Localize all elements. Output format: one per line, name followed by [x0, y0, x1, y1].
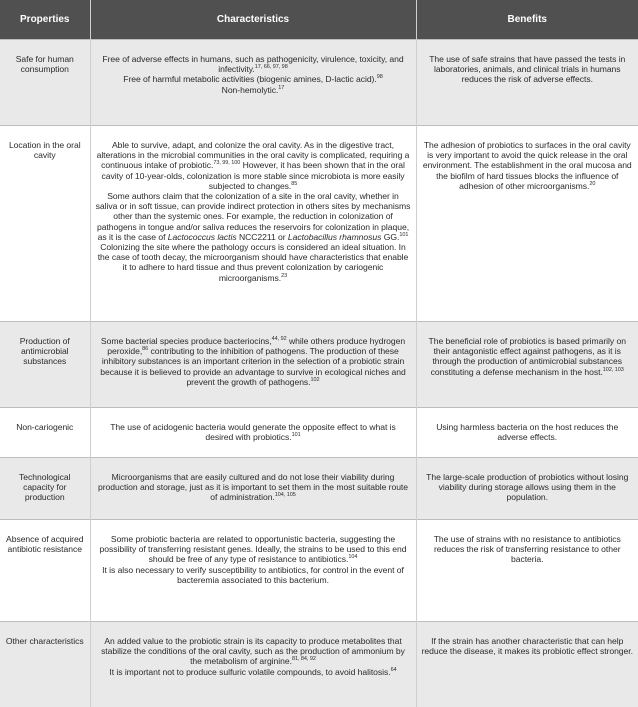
characteristics-cell: The use of acidogenic bacteria would generate the opposite effect to what is desired with probiotics.$^{101}$	[90, 408, 416, 458]
table-row	[0, 458, 638, 520]
table-row	[0, 40, 638, 126]
benefits-cell: The use of strains with no resistance to antibiotics reduces the risk of transferring resistance to other bacteria.	[416, 520, 638, 622]
characteristics-cell: Some probiotic bacteria are related to opportunistic bacteria, suggesting the possibility of transferring resistant genes. Ideally, the strains to be used to this end should be free of any type of resistance to antibiotics.$^{104}$ It is also necessary to verify susceptibility to antibiotics, for control in the event of bacteremia associated to this bacterium.	[90, 520, 416, 622]
property-cell: Absence of acquired antibiotic resistance	[0, 520, 90, 622]
benefits-cell: The use of safe strains that have passed the tests in laboratories, animals, and clinical trials in humans reduces the risk of adverse effects.	[416, 40, 638, 126]
property-cell: Safe for human consumption	[0, 40, 90, 126]
benefits-cell: Using harmless bacteria on the host reduces the adverse effects.	[416, 408, 638, 458]
benefits-cell: If the strain has another characteristic that can help reduce the disease, it makes its probiotic effect stronger.	[416, 622, 638, 707]
property-cell: Other characteristics	[0, 622, 90, 707]
header-benefits: Benefits	[416, 0, 638, 40]
table-row	[0, 622, 638, 707]
property-cell: Location in the oral cavity	[0, 126, 90, 322]
table-row	[0, 322, 638, 408]
property-cell: Production of antimicrobial substances	[0, 322, 90, 408]
characteristics-cell: Able to survive, adapt, and colonize the oral cavity. As in the digestive tract, alterations in the microbial communities in the oral cavity is complicated, requiring a continuous intake of probiotic.$^{73, 99, 100}$ However, it has been shown that in the oral cavity of 10-year-olds, colonization is more stable since microbiota is more easily subjected to changes.$^{85}$ Some authors claim that the colonization of a site in the oral cavity, whether in saliva or in soft tissue, can provide indirect protection in others sites by mechanisms other than the systemic ones. For example, the reduction in colonization of pathogens in tongue and/or saliva reduces the reservoirs for colonization in plaque, as it is the case of Lactococcus lactis NCC2211 or Lactobacillus rhamnosus GG.$^{101}$ Colonizing the site where the pathology occurs is considered an ideal situation. In the case of tooth decay, the microorganism should have characteristics that enable it to adhere to hard tissue and thus prevent colonization by cariogenic microorganisms.$^{23}$	[90, 126, 416, 322]
benefits-cell: The beneficial role of probiotics is based primarily on their antagonistic effect against pathogens, as it is through the production of antimicrobial substances constituting a defense mechanism in the host.$^{102, 103}$	[416, 322, 638, 408]
table-row	[0, 126, 638, 322]
characteristics-cell: An added value to the probiotic strain is its capacity to produce metabolites that stabilize the conditions of the oral cavity, such as the production of ammonium by the metabolism of arginine.$^{81, 84, 92}$ It is important not to produce sulfuric volatile compounds, to avoid halitosis.$^{64}$	[90, 622, 416, 707]
benefits-cell: The adhesion of probiotics to surfaces in the oral cavity is very important to avoid the quick release in the oral environment. The establishment in the oral mucosa and the biofilm of hard tissues blocks the influence of adhesion of other microorganisms.$^{20}$	[416, 126, 638, 322]
characteristics-cell: Free of adverse effects in humans, such as pathogenicity, virulence, toxicity, and infectivity.$^{17, 66, 97, 98}$ Free of harmful metabolic activities (biogenic amines, D-lactic acid).$^{98}$ Non-hemolytic.$^{17}$	[90, 40, 416, 126]
characteristics-cell: Microorganisms that are easily cultured and do not lose their viability during production and storage, just as it is important to set them in the most suitable route of administration.$^{104, 105}$	[90, 458, 416, 520]
header-properties: Properties	[0, 0, 90, 40]
benefits-cell: The large-scale production of probiotics without losing viability during storage allows using them in the population.	[416, 458, 638, 520]
property-cell: Technological capacity for production	[0, 458, 90, 520]
table-row	[0, 520, 638, 622]
header-row	[0, 0, 638, 40]
characteristics-cell: Some bacterial species produce bacteriocins,$^{44, 92}$ while others produce hydrogen peroxide,$^{86}$ contributing to the inhibition of pathogens. The production of these inhibitory substances is an important criterion in the selection of a probiotic strain because it is believed to provide an advantage to survive in ecological niches and prevent the growth of pathogens.$^{102}$	[90, 322, 416, 408]
table-row	[0, 408, 638, 458]
header-characteristics: Characteristics	[90, 0, 416, 40]
property-cell: Non-cariogenic	[0, 408, 90, 458]
